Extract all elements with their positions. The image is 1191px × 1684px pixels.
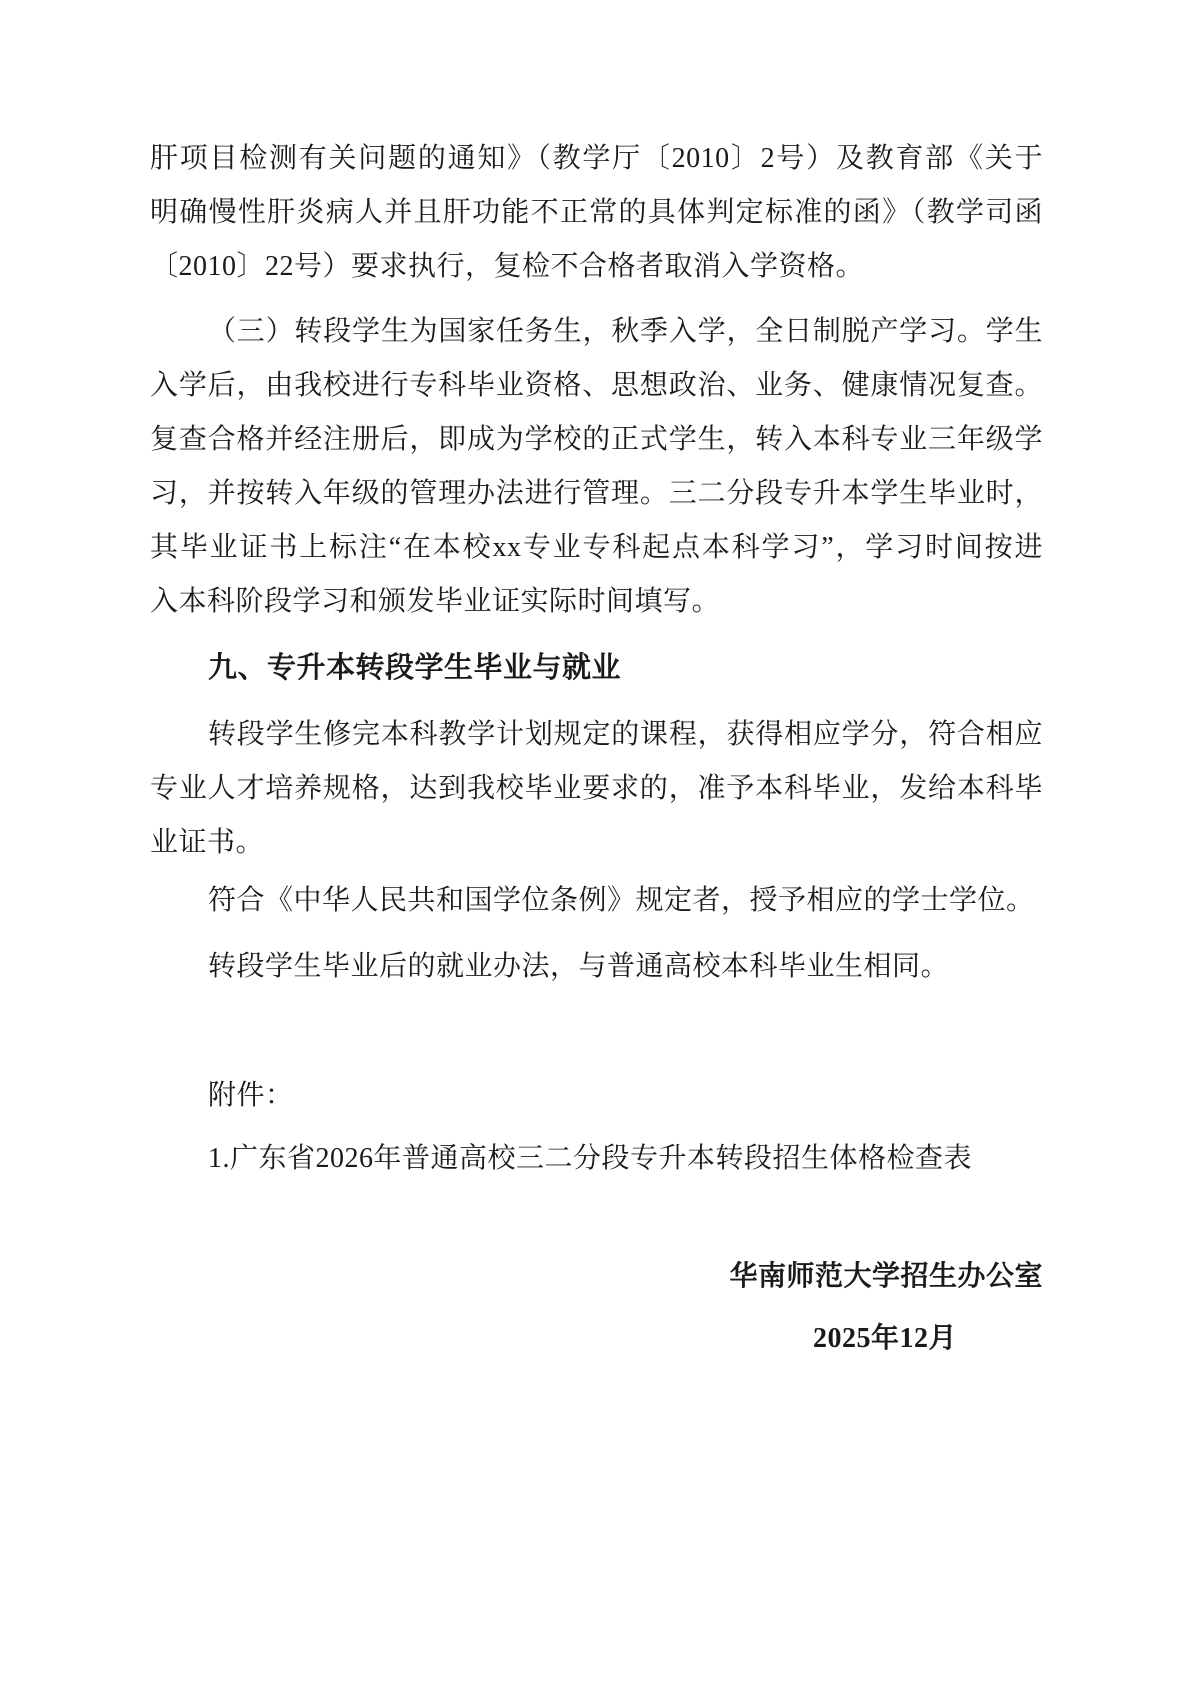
body-line: 〔2010〕22号）要求执行，复检不合格者取消入学资格。 [150, 251, 865, 282]
document-body [150, 132, 1043, 1366]
body-line: 其毕业证书上标注“在本校xx专业专科起点本科学习”，学习时间按进 [150, 532, 1043, 563]
body-line: 明确慢性肝炎病人并且肝功能不正常的具体判定标准的函》（教学司函 [150, 197, 1043, 228]
body-line: 入学后，由我校进行专科毕业资格、思想政治、业务、健康情况复查。 [150, 370, 1043, 401]
attachment-item: 1.广东省2026年普通高校三二分段专升本转段招生体格检查表 [208, 1143, 973, 1174]
body-paragraph: 转段学生毕业后的就业办法，与普通高校本科毕业生相同。 [208, 951, 950, 982]
body-line: 肝项目检测有关问题的通知》（教学厅〔2010〕2号）及教育部《关于 [150, 143, 1043, 174]
body-line: 专业人才培养规格，达到我校毕业要求的，准予本科毕业，发给本科毕 [150, 773, 1043, 804]
body-line: 业证书。 [150, 827, 265, 858]
attachments-label: 附件： [208, 1080, 294, 1111]
body-line: （三）转段学生为国家任务生，秋季入学，全日制脱产学习。学生 [208, 316, 1043, 347]
body-line: 复查合格并经注册后，即成为学校的正式学生，转入本科专业三年级学 [150, 424, 1043, 455]
signature-date: 2025年12月 [812, 1323, 957, 1354]
body-line: 入本科阶段学习和颁发毕业证实际时间填写。 [150, 586, 721, 617]
body-line: 习，并按转入年级的管理办法进行管理。三二分段专升本学生毕业时， [150, 478, 1043, 509]
section-heading: 九、专升本转段学生毕业与就业 [208, 652, 622, 684]
signature-organization: 华南师范大学招生办公室 [729, 1261, 1043, 1292]
body-paragraph: 符合《中华人民共和国学位条例》规定者，授予相应的学士学位。 [208, 885, 1035, 916]
body-line: 转段学生修完本科教学计划规定的课程，获得相应学分，符合相应 [208, 719, 1043, 750]
